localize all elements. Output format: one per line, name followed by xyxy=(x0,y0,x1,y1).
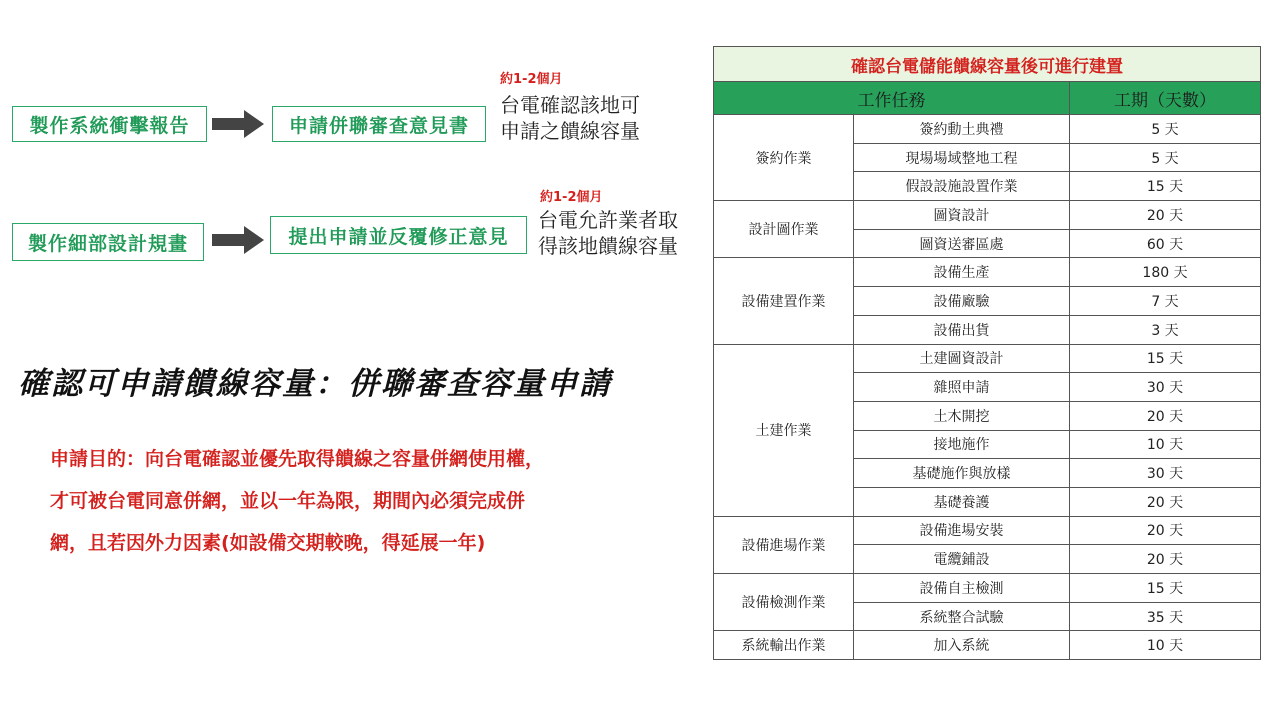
task-cell: 圖資設計 xyxy=(854,201,1070,230)
table-row xyxy=(714,516,1261,545)
category-cell: 設備檢測作業 xyxy=(714,574,854,631)
result-line: 得該地饋線容量 xyxy=(538,234,678,258)
task-cell: 土木開挖 xyxy=(854,401,1070,430)
days-cell: 15 天 xyxy=(1070,172,1261,201)
days-cell: 15 天 xyxy=(1070,344,1261,373)
task-cell: 基礎施作與放樣 xyxy=(854,459,1070,488)
days-cell: 5 天 xyxy=(1070,143,1261,172)
task-cell: 設備自主檢測 xyxy=(854,574,1070,603)
days-cell: 3 天 xyxy=(1070,315,1261,344)
task-cell: 基礎養護 xyxy=(854,487,1070,516)
page-heading: 確認可申請饋線容量：併聯審查容量申請 xyxy=(18,366,612,402)
category-cell: 設計圖作業 xyxy=(714,201,854,258)
days-cell: 30 天 xyxy=(1070,459,1261,488)
days-cell: 30 天 xyxy=(1070,373,1261,402)
category-cell: 系統輸出作業 xyxy=(714,631,854,660)
column-header-task: 工作任務 xyxy=(714,82,1070,115)
column-header-period: 工期（天數） xyxy=(1070,82,1261,115)
task-cell: 雜照申請 xyxy=(854,373,1070,402)
duration-label: 約1-2個月 xyxy=(540,190,603,205)
result-text xyxy=(538,207,678,259)
category-cell: 土建作業 xyxy=(714,344,854,516)
result-text xyxy=(500,92,640,144)
task-cell: 加入系統 xyxy=(854,631,1070,660)
days-cell: 60 天 xyxy=(1070,229,1261,258)
table-row xyxy=(714,258,1261,287)
table-row xyxy=(714,344,1261,373)
category-cell: 設備進場作業 xyxy=(714,516,854,573)
category-cell: 簽約作業 xyxy=(714,115,854,201)
step-submit-and-revise: 提出申請並反覆修正意見 xyxy=(270,216,527,254)
task-cell: 設備生產 xyxy=(854,258,1070,287)
task-cell: 土建圖資設計 xyxy=(854,344,1070,373)
table-row xyxy=(714,631,1261,660)
schedule-table xyxy=(713,46,1261,660)
purpose-line: 網，且若因外力因素(如設備交期較晚，得延展一年) xyxy=(50,532,486,554)
days-cell: 180 天 xyxy=(1070,258,1261,287)
arrow-right-icon xyxy=(212,110,264,138)
task-cell: 電纜鋪設 xyxy=(854,545,1070,574)
purpose-line: 申請目的：向台電確認並優先取得饋線之容量併網使用權， xyxy=(50,448,545,470)
table-body xyxy=(714,115,1261,660)
arrow-right-icon xyxy=(212,226,264,254)
days-cell: 7 天 xyxy=(1070,287,1261,316)
days-cell: 5 天 xyxy=(1070,115,1261,144)
table-row xyxy=(714,201,1261,230)
days-cell: 10 天 xyxy=(1070,430,1261,459)
result-line: 台電確認該地可 xyxy=(500,93,640,117)
task-cell: 假設設施設置作業 xyxy=(854,172,1070,201)
duration-label: 約1-2個月 xyxy=(500,72,563,87)
task-cell: 現場場域整地工程 xyxy=(854,143,1070,172)
category-cell: 設備建置作業 xyxy=(714,258,854,344)
task-cell: 簽約動土典禮 xyxy=(854,115,1070,144)
table-row xyxy=(714,574,1261,603)
purpose-text xyxy=(50,438,690,564)
days-cell: 20 天 xyxy=(1070,401,1261,430)
task-cell: 圖資送審區處 xyxy=(854,229,1070,258)
days-cell: 20 天 xyxy=(1070,516,1261,545)
result-line: 台電允許業者取 xyxy=(538,208,678,232)
days-cell: 15 天 xyxy=(1070,574,1261,603)
days-cell: 20 天 xyxy=(1070,487,1261,516)
task-cell: 設備進場安裝 xyxy=(854,516,1070,545)
days-cell: 10 天 xyxy=(1070,631,1261,660)
task-cell: 系統整合試驗 xyxy=(854,602,1070,631)
task-cell: 設備出貨 xyxy=(854,315,1070,344)
purpose-line: 才可被台電同意併網，並以一年為限，期間內必須完成併 xyxy=(50,490,526,512)
step-apply-review-opinion: 申請併聯審查意見書 xyxy=(272,106,486,142)
task-cell: 接地施作 xyxy=(854,430,1070,459)
table-row xyxy=(714,115,1261,144)
days-cell: 20 天 xyxy=(1070,201,1261,230)
days-cell: 20 天 xyxy=(1070,545,1261,574)
table-caption: 確認台電儲能饋線容量後可進行建置 xyxy=(714,47,1261,82)
result-line: 申請之饋線容量 xyxy=(500,119,640,143)
step-detailed-design-plan: 製作細部設計規畫 xyxy=(12,223,204,261)
task-cell: 設備廠驗 xyxy=(854,287,1070,316)
step-system-impact-report: 製作系統衝擊報告 xyxy=(12,106,207,142)
days-cell: 35 天 xyxy=(1070,602,1261,631)
